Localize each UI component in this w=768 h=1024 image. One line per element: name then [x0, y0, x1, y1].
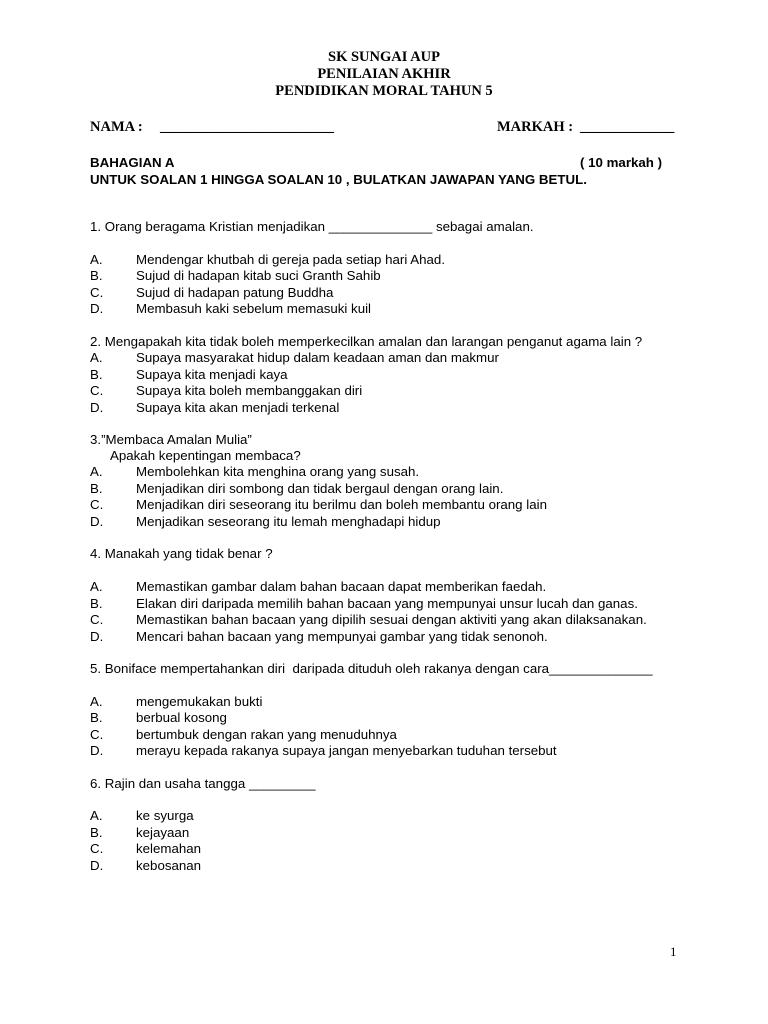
option-text[interactable]: Supaya kita boleh membanggakan diri	[136, 383, 363, 398]
option-text[interactable]: Menjadikan diri sombong dan tidak bergaul dengan orang lain.	[136, 481, 504, 496]
option-letter: D.	[90, 743, 104, 758]
question-3: 3.”Membaca Amalan Mulia”	[90, 432, 252, 447]
option-text[interactable]: Membasuh kaki sebelum memasuki kuil	[136, 301, 372, 316]
option-letter: C.	[90, 841, 104, 856]
exam-title: PENILAIAN AKHIR	[317, 66, 451, 82]
question-5: 5. Boniface mempertahankan diri daripada dituduh oleh rakanya dengan cara______________	[90, 661, 653, 676]
option-letter: B.	[90, 481, 103, 496]
option-letter: A.	[90, 350, 103, 365]
option-letter: C.	[90, 727, 104, 742]
option-letter: D.	[90, 514, 104, 529]
option-text[interactable]: Supaya kita akan menjadi terkenal	[136, 400, 340, 415]
option-text[interactable]: Memastikan bahan bacaan yang dipilih sesuai dengan aktiviti yang akan dilaksanakan.	[136, 612, 647, 627]
option-text[interactable]: Sujud di hadapan kitab suci Granth Sahib	[136, 268, 381, 283]
option-letter: B.	[90, 367, 103, 382]
option-text[interactable]: berbual kosong	[136, 710, 227, 725]
option-text[interactable]: Mendengar khutbah di gereja pada setiap hari Ahad.	[136, 252, 446, 267]
option-letter: A.	[90, 252, 103, 267]
name-blank[interactable]: ________________________	[160, 119, 334, 135]
option-text[interactable]: merayu kepada rakanya supaya jangan menyebarkan tuduhan tersebut	[136, 743, 557, 758]
option-letter: B.	[90, 596, 103, 611]
question-4: 4. Manakah yang tidak benar ?	[90, 546, 273, 561]
option-text[interactable]: kejayaan	[136, 825, 190, 840]
option-text[interactable]: ke syurga	[136, 808, 194, 823]
option-letter: B.	[90, 825, 103, 840]
question-2: 2. Mengapakah kita tidak boleh memperkecilkan amalan dan larangan penganut agama lain ?	[90, 334, 643, 349]
name-label: NAMA :	[90, 119, 143, 135]
option-text[interactable]: Membolehkan kita menghina orang yang susah.	[136, 464, 420, 479]
option-letter: C.	[90, 612, 104, 627]
option-text[interactable]: kelemahan	[136, 841, 202, 856]
option-letter: D.	[90, 301, 104, 316]
section-marks: ( 10 markah )	[580, 155, 663, 170]
option-letter: B.	[90, 268, 103, 283]
option-text[interactable]: kebosanan	[136, 858, 202, 873]
school-name: SK SUNGAI AUP	[328, 49, 440, 65]
option-text[interactable]: Menjadikan diri seseorang itu berilmu dan boleh membantu orang lain	[136, 497, 547, 512]
section-title: BAHAGIAN A	[90, 155, 175, 170]
option-letter: B.	[90, 710, 103, 725]
option-text[interactable]: Mencari bahan bacaan yang mempunyai gambar yang tidak senonoh.	[136, 629, 548, 644]
option-letter: D.	[90, 400, 104, 415]
option-letter: A.	[90, 694, 103, 709]
option-text[interactable]: Menjadikan seseorang itu lemah menghadapi hidup	[136, 514, 441, 529]
option-letter: C.	[90, 497, 104, 512]
option-text[interactable]: Elakan diri daripada memilih bahan bacaan yang mempunyai unsur lucah dan ganas.	[136, 596, 638, 611]
option-letter: D.	[90, 629, 104, 644]
option-letter: C.	[90, 383, 104, 398]
option-text[interactable]: Memastikan gambar dalam bahan bacaan dapat memberikan faedah.	[136, 579, 547, 594]
question-6: 6. Rajin dan usaha tangga _________	[90, 776, 316, 791]
option-letter: C.	[90, 285, 104, 300]
section-instruction: UNTUK SOALAN 1 HINGGA SOALAN 10 , BULATKAN JAWAPAN YANG BETUL.	[90, 172, 587, 187]
marks-blank[interactable]: _____________	[580, 119, 675, 135]
page-number: 1	[670, 944, 677, 959]
question-3-subtext: Apakah kepentingan membaca?	[110, 448, 301, 463]
marks-label: MARKAH :	[497, 119, 574, 135]
option-letter: A.	[90, 464, 103, 479]
option-letter: A.	[90, 579, 103, 594]
question-1: 1. Orang beragama Kristian menjadikan ______________ sebagai amalan.	[90, 219, 534, 234]
subject-title: PENDIDIKAN MORAL TAHUN 5	[275, 83, 493, 99]
option-letter: D.	[90, 858, 104, 873]
option-text[interactable]: mengemukakan bukti	[136, 694, 263, 709]
option-letter: A.	[90, 808, 103, 823]
option-text[interactable]: Supaya kita menjadi kaya	[136, 367, 288, 382]
option-text[interactable]: Sujud di hadapan patung Buddha	[136, 285, 334, 300]
option-text[interactable]: bertumbuk dengan rakan yang menuduhnya	[136, 727, 397, 742]
option-text[interactable]: Supaya masyarakat hidup dalam keadaan aman dan makmur	[136, 350, 499, 365]
